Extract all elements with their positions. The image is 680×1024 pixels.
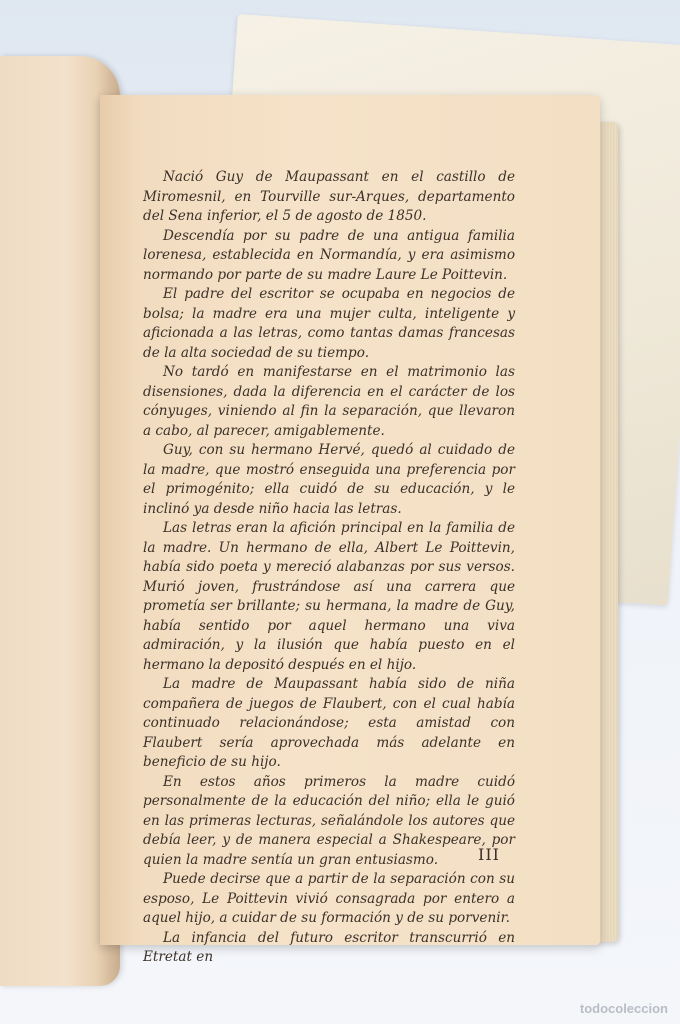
paragraph-5: Guy, con su hermano Hervé, quedó al cuidado de la madre, que mostró enseguida una preferencia por el primogénito; ella cuidó de su educación, y le inclinó ya desde niño hacia las letras. — [143, 442, 515, 517]
paragraph-6: Las letras eran la afición principal en la familia de la madre. Un hermano de ella, Albert Le Poittevin, había sido poeta y mereció alabanzas por sus versos. Murió joven, frustrándose así una carrera que prometía ser brillante; su hermana, la madre de Guy, había sentido por aquel hermano una viva admiración, y la ilusión que había puesto en el hermano la depositó después en el hijo. — [143, 520, 515, 673]
paragraph-2: Descendía por su padre de una antigua familia lorenesa, establecida en Normandía, y era asimismo normando por parte de su madre Laure Le Poittevin. — [143, 227, 515, 283]
paragraph-9: Puede decirse que a partir de la separación con su esposo, Le Poittevin vivió consagrada por entero a aquel hijo, a cuidar de su formación y de su porvenir. — [143, 871, 515, 926]
paragraph-1: Nació Guy de Maupassant en el castillo de Miromesnil, en Tourville sur-Arques, departamento del Sena inferior, el 5 de agosto de 1850. — [143, 169, 515, 224]
watermark: todocoleccion — [579, 1001, 668, 1016]
paragraph-4: No tardó en manifestarse en el matrimonio las disensiones, dada la diferencia en el carácter de los cónyuges, viniendo al fin la separación, que llevaron a cabo, al parecer, amigablemente. — [143, 364, 515, 439]
paragraph-8: En estos años primeros la madre cuidó personalmente de la educación del niño; ella le guió en las primeras lecturas, señalándole los autores que debía leer, y de manera especial a Shakespeare, por quien la madre sentía un gran entusiasmo. — [143, 773, 515, 868]
paragraph-3: El padre del escritor se ocupaba en negocios de bolsa; la madre era una mujer culta, inteligente y aficionada a las letras, como tantas damas francesas de la alta sociedad de su tiempo. — [143, 286, 515, 361]
page-number: III — [478, 845, 500, 864]
page-text — [143, 168, 515, 968]
paragraph-7: La madre de Maupassant había sido de niña compañera de juegos de Flaubert, con el cual había continuado relacionándose; esta amistad con Flaubert sería aprovechada más adelante en beneficio de su hijo. — [143, 676, 515, 770]
paragraph-10: La infancia del futuro escritor transcurrió en Etretat en — [143, 929, 515, 965]
